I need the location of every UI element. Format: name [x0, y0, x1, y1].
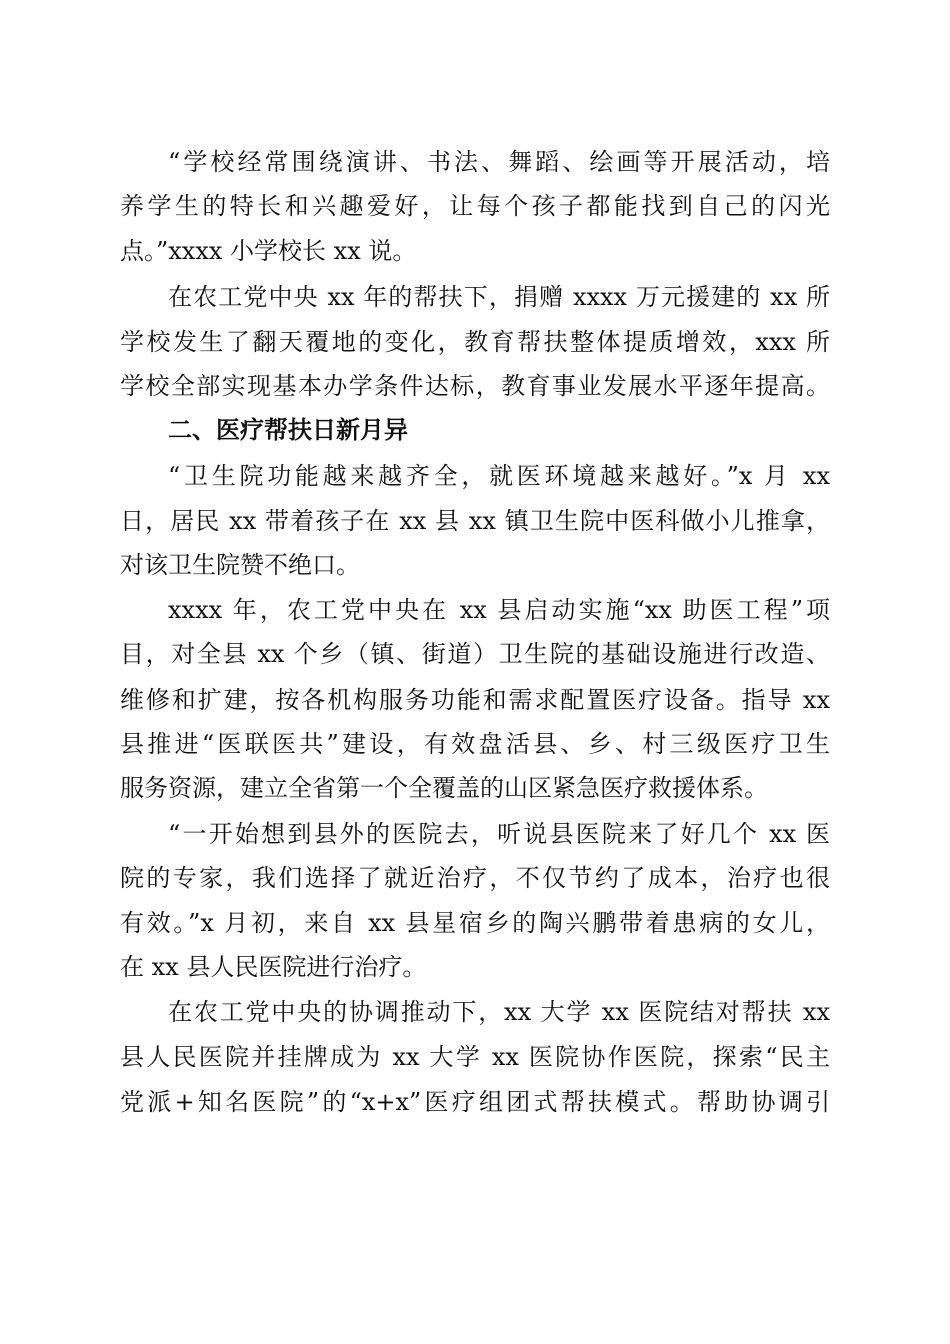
paragraph-5-line-1: “一开始想到县外的医院去，听说县医院来了好几个 xx 医: [168, 820, 830, 848]
paragraph-3-line-1: “卫生院功能越来越齐全，就医环境越来越好。”x 月 xx: [168, 462, 830, 490]
section-heading: 二、医疗帮扶日新月异: [168, 416, 408, 444]
paragraph-4-line-2: 目，对全县 xx 个乡（镇、街道）卫生院的基础设施进行改造、: [120, 640, 830, 668]
paragraph-4-line-4: 县推进“医联医共”建设，有效盘活县、乡、村三级医疗卫生: [120, 730, 830, 758]
paragraph-2-line-3: 学校全部实现基本办学条件达标，教育事业发展水平逐年提高。: [120, 372, 830, 400]
paragraph-5-line-3: 有效。”x 月初，来自 xx 县星宿乡的陶兴鹏带着患病的女儿，: [120, 909, 830, 937]
paragraph-6-line-3: 党派+知名医院”的“x+x”医疗组团式帮扶模式。帮助协调引: [120, 1088, 830, 1116]
paragraph-2-line-2: 学校发生了翻天覆地的变化，教育帮扶整体提质增效，xxx 所: [120, 328, 830, 356]
paragraph-6-line-1: 在农工党中央的协调推动下，xx 大学 xx 医院结对帮扶 xx: [168, 998, 830, 1026]
paragraph-4-line-5: 服务资源，建立全省第一个全覆盖的山区紧急医疗救援体系。: [120, 774, 768, 802]
paragraph-5-line-4: 在 xx 县人民医院进行治疗。: [120, 953, 427, 981]
paragraph-1-line-1: “学校经常围绕演讲、书法、舞蹈、绘画等开展活动，培: [168, 148, 830, 176]
paragraph-3-line-2: 日，居民 xx 带着孩子在 xx 县 xx 镇卫生院中医科做小儿推拿，: [120, 507, 830, 535]
paragraph-2-line-1: 在农工党中央 xx 年的帮扶下，捐赠 xxxx 万元援建的 xx 所: [168, 283, 830, 311]
paragraph-4-line-1: xxxx 年，农工党中央在 xx 县启动实施“xx 助医工程”项: [168, 596, 830, 624]
paragraph-1-line-2: 养学生的特长和兴趣爱好，让每个孩子都能找到自己的闪光: [120, 192, 830, 220]
paragraph-4-line-3: 维修和扩建，按各机构服务功能和需求配置医疗设备。指导 xx: [120, 686, 830, 714]
paragraph-1-line-3: 点。”xxxx 小学校长 xx 说。: [120, 237, 417, 265]
paragraph-5-line-2: 院的专家，我们选择了就近治疗，不仅节约了成本，治疗也很: [120, 864, 830, 892]
paragraph-3-line-3: 对该卫生院赞不绝口。: [120, 551, 360, 579]
paragraph-6-line-2: 县人民医院并挂牌成为 xx 大学 xx 医院协作医院，探索“民主: [120, 1043, 830, 1071]
